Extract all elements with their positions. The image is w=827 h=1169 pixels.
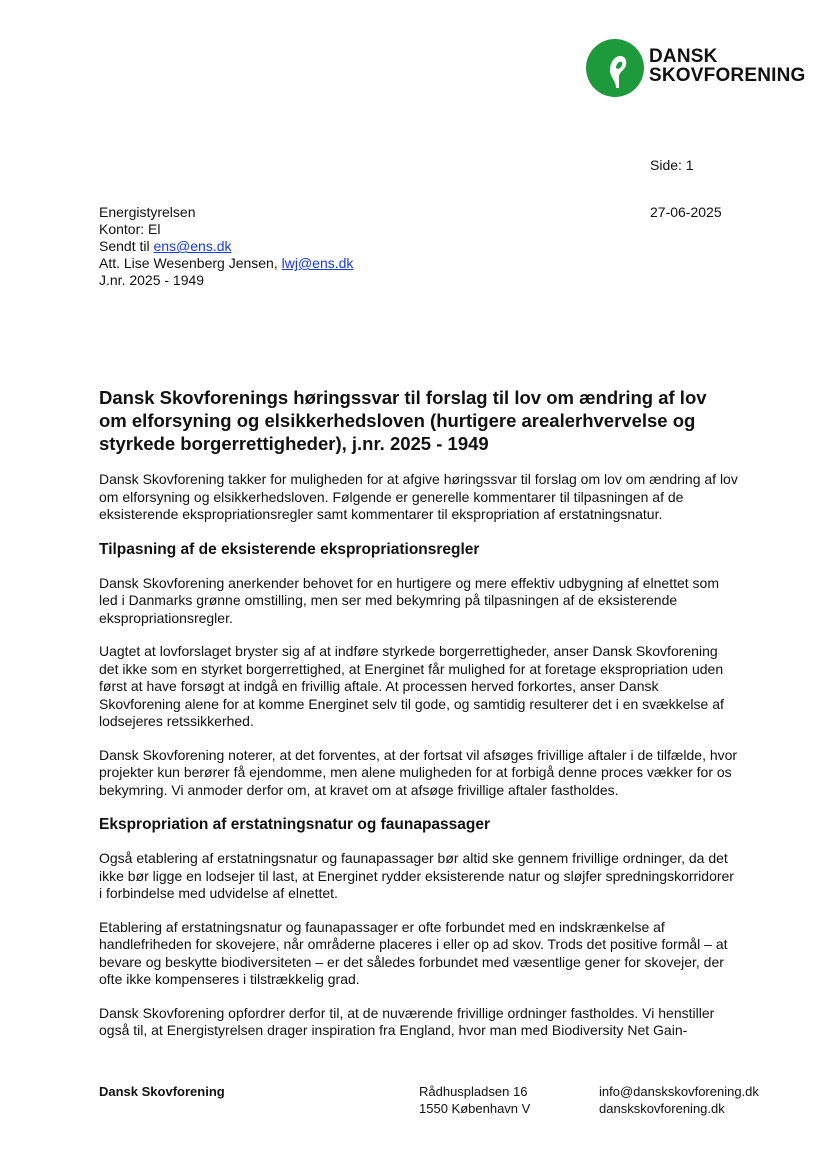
section1-paragraph-3: Dansk Skovforening noterer, at det forventes, at der fortsat vil afsøges frivillige aftaler i de tilfælde, hvor projekter kun berører få ejendomme, men alene muligheden for at forbigå denne proces vækker for os bekymring. Vi anmoder derfor om, at kravet om at afsøge frivillige aftaler fastholdes. — [99, 746, 738, 798]
recipient-block — [99, 204, 353, 289]
footer-contact — [599, 1083, 759, 1117]
logo — [585, 38, 806, 98]
recipient-office: Kontor: El — [99, 221, 161, 237]
document-title: Dansk Skovforenings høringssvar til forslag til lov om ændring af lov om elforsyning og elsikkerhedsloven (hurtigere arealerhvervelse og styrkede borgerrettigheder), j.nr. 2025 - 1949 — [99, 387, 707, 454]
page-number: Side: 1 — [650, 157, 694, 173]
sent-prefix: Sendt til — [99, 238, 154, 254]
leaf-icon — [585, 38, 645, 98]
section1-heading: Tilpasning af de eksisterende ekspropriationsregler — [99, 540, 480, 558]
logo-line-1: DANSK — [649, 46, 718, 67]
recipient-sent-line — [99, 238, 353, 255]
section2-paragraph-2: Etablering af erstatningsnatur og faunapassager er ofte forbundet med en indskrænkelse af handlefriheden for skovejere, når områderne placeres i eller op ad skov. Trods det positive formål – at bevare og beskytte biodiversiteten – er det således forbundet med væsentlige gener for skovejer, der ofte ikke kompenseres i tilstrækkelig grad. — [99, 918, 728, 987]
logo-text — [649, 47, 806, 85]
att-prefix: Att. Lise Wesenberg Jensen, — [99, 255, 282, 271]
footer-address-line-2: 1550 København V — [419, 1101, 531, 1116]
footer-address — [419, 1083, 530, 1117]
section1-paragraph-1: Dansk Skovforening anerkender behovet for en hurtigere og mere effektiv udbygning af elnettet som led i Danmarks grønne omstilling, men ser med bekymring på tilpasningen af de eksisterende ekspropriationsregler. — [99, 574, 720, 626]
footer-address-line-1: Rådhuspladsen 16 — [419, 1084, 528, 1099]
sent-email-link[interactable]: ens@ens.dk — [153, 238, 232, 254]
footer-email[interactable]: info@danskskovforening.dk — [599, 1084, 759, 1099]
journal-number: J.nr. 2025 - 1949 — [99, 272, 205, 288]
footer-organization: Dansk Skovforening — [99, 1084, 225, 1099]
section2-heading: Ekspropriation af erstatningsnatur og faunapassager — [99, 816, 491, 833]
letter-date: 27-06-2025 — [650, 204, 722, 220]
letter-body — [99, 386, 739, 1056]
footer-website[interactable]: danskskovforening.dk — [599, 1101, 725, 1116]
recipient-att-line — [99, 255, 353, 272]
logo-line-2: SKOVFORENING — [649, 65, 806, 86]
intro-paragraph: Dansk Skovforening takker for muligheden for at afgive høringssvar til forslag om lov om ændring af lov om elforsyning og elsikkerhedsloven. Følgende er generelle kommentarer til tilpasningen af de eksisterende ekspropriationsregler samt kommentarer til ekspropriation af erstatningsnatur. — [99, 471, 738, 522]
section1-paragraph-2: Uagtet at lovforslaget bryster sig af at indføre styrkede borgerrettigheder, anser Dansk Skovforening det ikke som en styrket borgerrettighed, at Energinet får mulighed for at foretage ekspropriation uden først at have forsøgt at indgå en frivillig aftale. At processen herved forkortes, anser Dansk Skovforening alene for at komme Energinet selv til gode, og samtidig resulterer det i en svækkelse af lodsejeres retssikkerhed. — [99, 643, 724, 729]
att-email-link[interactable]: lwj@ens.dk — [281, 255, 354, 271]
section2-paragraph-1: Også etablering af erstatningsnatur og faunapassager bør altid ske gennem frivillige ordninger, da det ikke bør ligge en lodsejer til last, at Energinet rydder eksisterende natur og sløjfer spredningskorridorer i forbindelse med udvidelse af elnettet. — [99, 850, 734, 901]
section2-paragraph-3: Dansk Skovforening opfordrer derfor til, at de nuværende frivillige ordninger fastholdes. Vi henstiller også til, at Energistyrelsen drager inspiration fra England, hvor man med Biodiversity Net Gain- — [99, 1004, 715, 1038]
recipient-name: Energistyrelsen — [99, 204, 196, 220]
